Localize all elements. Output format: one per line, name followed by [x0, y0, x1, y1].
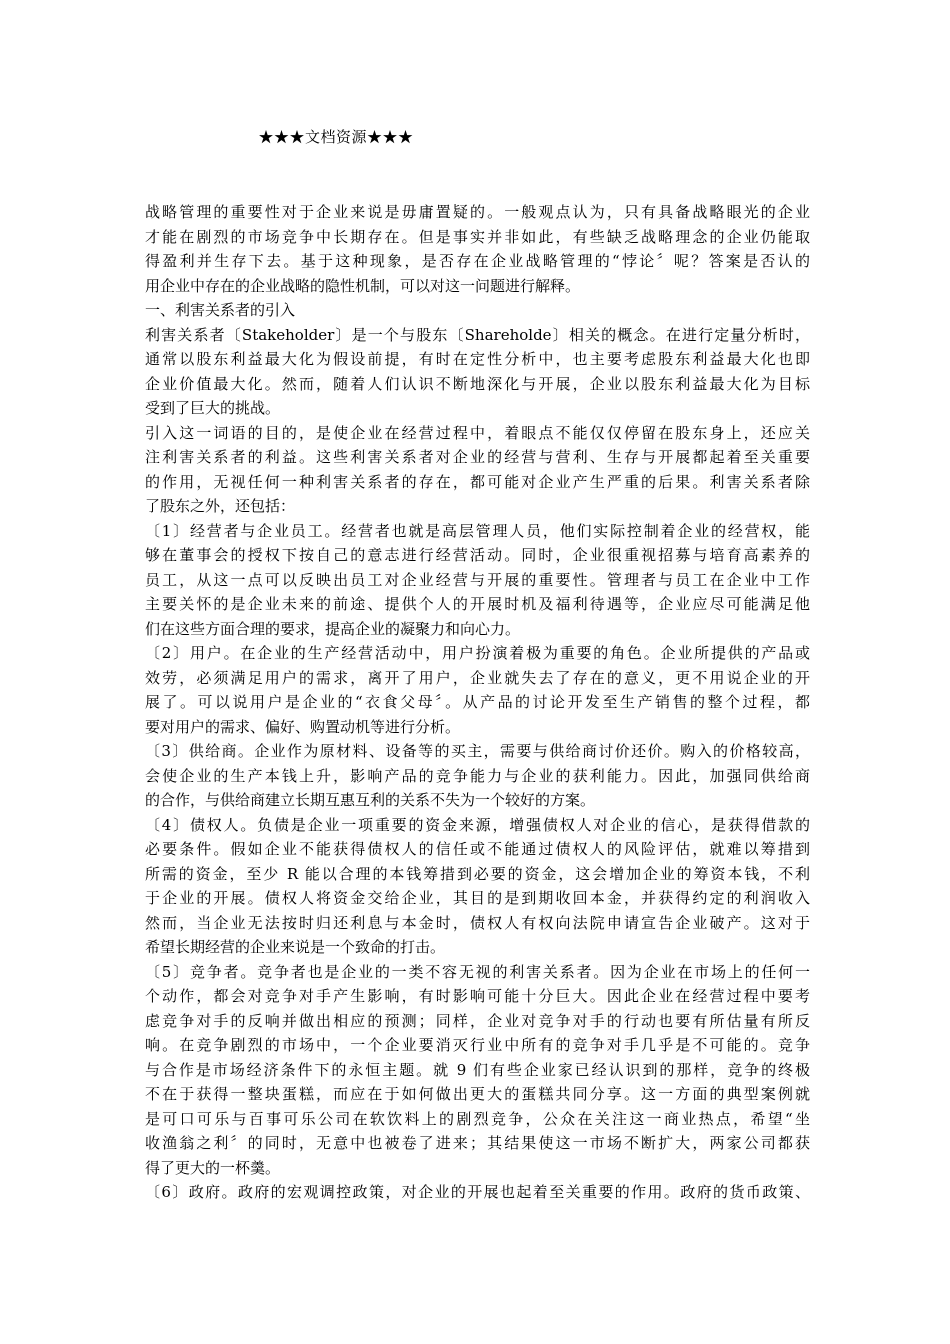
text-line: 于企业的开展。债权人将资金交给企业，其目的是到期收回本金，并获得约定的利润收入 — [145, 889, 810, 907]
text-line: 了股东之外，还包括： — [145, 497, 296, 515]
document-body — [145, 200, 810, 1205]
text-line: 用企业中存在的企业战略的隐性机制，可以对这一问题进行解释。 — [145, 276, 581, 295]
text-line: 〔4〕债权人。负债是企业一项重要的资金来源，增强债权人对企业的信心，是获得借款的 — [145, 815, 810, 834]
text-line: 是可口可乐与百事可乐公司在软饮料上的剧烈竞争，公众在关注这一商业热点，希望“坐 — [145, 1109, 810, 1128]
text-line: 要对用户的需求、偏好、购置动机等进行分析。 — [145, 717, 461, 736]
text-line: 〔5〕竞争者。竞争者也是企业的一类不容无视的利害关系者。因为企业在市场上的任何一 — [145, 962, 810, 981]
text-line: 才能在剧烈的市场竞争中长期存在。但是事实并非如此，有些缺乏战略理念的企业仍能取 — [145, 227, 810, 246]
text-line: 希望长期经营的企业来说是一个致命的打击。 — [145, 938, 446, 956]
text-line: 所需的资金，至少 R 能以合理的本钱筹措到必要的资金，这会增加企业的筹资本钱，不利 — [145, 864, 810, 883]
text-line: 个动作，都会对竞争对手产生影响，有时影响可能十分巨大。因此企业在经营过程中要考 — [145, 987, 810, 1005]
text-line: 企业价值最大化。然而，随着人们认识不断地深化与开展，企业以股东利益最大化为目标 — [145, 374, 810, 393]
text-line: 展了。可以说用户是企业的“衣食父母〞。从产品的讨论开发至生产销售的整个过程，都 — [145, 693, 810, 711]
text-line: 必要条件。假如企业不能获得债权人的信任或不能通过债权人的风险评估，就难以筹措到 — [145, 840, 810, 858]
text-line: 效劳，必须满足用户的需求，离开了用户，企业就失去了存在的意义，更不用说企业的开 — [145, 668, 810, 687]
text-line: 受到了巨大的挑战。 — [145, 399, 281, 417]
text-line: 员工，从这一点可以反映出员工对企业经营与开展的重要性。管理者与员工在企业中工作 — [145, 570, 810, 589]
text-line: 不在于获得一整块蛋糕，而应在于如何做出更大的蛋糕共同分享。这一方面的典型案例就 — [145, 1085, 810, 1103]
text-line: 利害关系者〔Stakeholder〕是一个与股东〔Shareholde〕相关的概念。在进行定量分析时， — [145, 325, 810, 344]
text-line: 〔3〕供给商。企业作为原材料、设备等的买主，需要与供给商讨价还价。购入的价格较高， — [145, 742, 810, 760]
text-line: 引入这一词语的目的，是使企业在经营过程中，着眼点不能仅仅停留在股东身上，还应关 — [145, 423, 810, 442]
text-line: 然而，当企业无法按时归还利息与本金时，债权人有权向法院申请宣告企业破产。这对于 — [145, 913, 810, 932]
text-line: 的作用，无视任何一种利害关系者的存在，都可能对企业产生严重的后果。利害关系者除 — [145, 472, 810, 491]
text-line: 主要关怀的是企业未来的前途、提供个人的开展时机及福利待遇等，企业应尽可能满足他 — [145, 595, 810, 613]
text-line: 注利害关系者的利益。这些利害关系者对企业的经营与营利、生存与开展都起着至关重要 — [145, 448, 810, 466]
text-line: 得盈利并生存下去。基于这种现象，是否存在企业战略管理的“悖论〞呢？答案是否认的 — [145, 252, 810, 270]
text-line: 虑竞争对手的反响并做出相应的预测；同样，企业对竞争对手的行动也要有所估量有所反 — [145, 1011, 810, 1030]
text-line: 的合作，与供给商建立长期互惠互利的关系不失为一个较好的方案。 — [145, 791, 596, 809]
text-line: 〔1〕经营者与企业员工。经营者也就是高层管理人员，他们实际控制着企业的经营权，能 — [145, 521, 810, 540]
text-line: 们在这些方面合理的要求，提高企业的凝聚力和向心力。 — [145, 619, 521, 638]
text-line: 〔2〕用户。在企业的生产经营活动中，用户扮演着极为重要的角色。企业所提供的产品或 — [145, 644, 810, 662]
text-line: 收渔翁之利〞的同时，无意中也被卷了进来；其结果使这一市场不断扩大，两家公司都获 — [145, 1134, 810, 1152]
text-line: 响。在竞争剧烈的市场中，一个企业要消灭行业中所有的竞争对手几乎是不可能的。竞争 — [145, 1036, 810, 1054]
text-line: 会使企业的生产本钱上升，影响产品的竞争能力与企业的获利能力。因此，加强同供给商 — [145, 766, 810, 785]
document-header-title: ★★★文档资源★★★ — [258, 128, 414, 146]
text-line: 一、利害关系者的引入 — [145, 301, 296, 319]
text-line: 与合作是市场经济条件下的永恒主题。就 9 们有些企业家已经认识到的那样，竞争的终极 — [145, 1060, 810, 1079]
text-line: 〔6〕政府。政府的宏观调控政策，对企业的开展也起着至关重要的作用。政府的货币政策、 — [145, 1183, 810, 1201]
text-line: 战略管理的重要性对于企业来说是毋庸置疑的。一般观点认为，只有具备战略眼光的企业 — [145, 203, 810, 221]
text-line: 够在董事会的授权下按自己的意志进行经营活动。同时，企业很重视招募与培育高素养的 — [145, 546, 810, 564]
text-line: 通常以股东利益最大化为假设前提，有时在定性分析中，也主要考虑股东利益最大化也即 — [145, 350, 810, 368]
text-line: 得了更大的一杯羹。 — [145, 1158, 281, 1177]
